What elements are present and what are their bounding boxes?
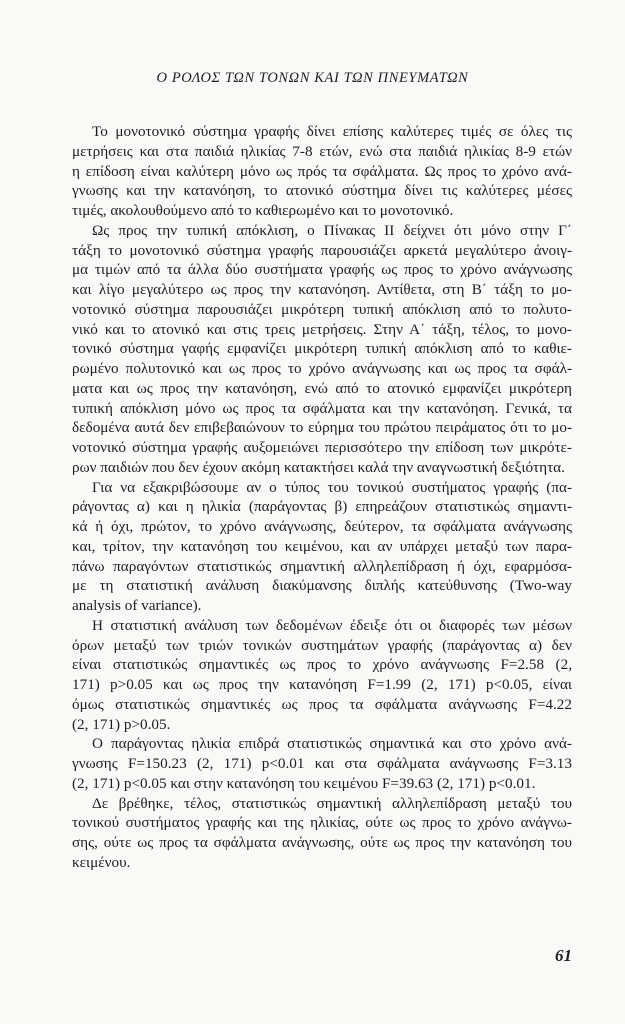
text-line: Για να εξακριβώσουμε αν ο τύπος του τονικού συστήματος γραφής (πα- [92,478,572,496]
text-line: Ο παράγοντας ηλικία επιδρά στατιστικώς σημαντικά και στο χρόνο ανά- [92,735,572,753]
text-line: νοτονικό σύστημα παρουσιάζει μικρότερη τυπική απόκλιση από το πολυτο- [72,300,572,318]
body-text [72,122,572,873]
text-line: όμως στατιστικώς σημαντικές ως προς τα σφάλματα ανάγνωσης F=4.22 [72,695,572,713]
paragraph [72,221,572,478]
text-line: τονικό σύστημα γαφής εμφανίζει μικρότερη τυπική απόκλιση από το καθιε- [72,340,572,358]
text-line: νικό και το ατονικό και στις τρεις μετρήσεις. Στην Α΄ τάξη, τέλος, το μονο- [72,320,572,338]
text-line: τυπική απόκλιση μόνο ως προς τα σφάλματα και την κατανόηση. Γενικά, τα [72,399,572,417]
text-line: (2, 171) p>0.05. [72,715,171,733]
text-line: τιμές, ακολουθούμενο από το καθιερωμένο και το μονοτονικό. [72,202,454,219]
text-line: πάνω παραγόντων στατιστικώς σημαντική αλληλεπίδραση ή όχι, εφαρμόσα- [72,557,572,575]
running-header: Ο ΡΟΛΟΣ ΤΩΝ ΤΟΝΩΝ ΚΑΙ ΤΩΝ ΠΝΕΥΜΑΤΩΝ [156,70,469,86]
text-line: κά ή όχι, πρώτον, το χρόνο ανάγνωσης, δεύτερον, τα σφάλματα ανάγνωσης [72,518,572,535]
text-line: και λίγο μεγαλύτερο ως προς την κατανόηση. Αντίθετα, στη Β΄ τάξη το μο- [72,281,572,298]
text-line: Δε βρέθηκε, τέλος, στατιστικώς σημαντική αλληλεπίδραση μεταξύ του [92,794,572,812]
paragraph [72,734,572,793]
text-line: νοτονικό σύστημα γραφής αυξομειώνει περισσότερο την επίδοση των μικρότε- [72,439,572,456]
text-line: (2, 171) p<0.05 και στην κατανόηση του κειμένου F=39.63 (2, 171) p<0.01. [72,774,536,792]
text-line: δεδομένα αυτά δεν επιβεβαιώνουν το εύρημα του πρώτου πειράματος ότι το μο- [72,419,572,437]
text-line: είναι στατιστικώς σημαντικές ως προς το χρόνο ανάγνωσης F=2.58 (2, [72,656,572,674]
text-line: η επίδοση είναι καλύτερη μόνο ως πρός τα σφάλματα. Ως προς το χρόνο ανά- [72,162,572,180]
page-number: 61 [555,946,572,965]
paragraph [72,794,572,873]
text-line: Το μονοτονικό σύστημα γραφής δίνει επίσης καλύτερες τιμές σε όλες τις [92,123,572,140]
text-line: analysis of variance). [72,597,202,614]
text-line: ρων παιδιών που δεν έχουν ακόμη κατακτήσει καλά την αναγνωστική δεξιότητα. [72,458,565,476]
text-line: τάξη το μονοτονικό σύστημα γραφής παρουσιάζει αρκετά μεγαλύτερο άνοιγ- [72,241,572,259]
text-line: όρων μεταξύ των τριών τονικών συστημάτων γραφής (παράγοντας α) δεν [72,636,572,654]
text-line: μα τιμών από τα άλλα δύο συστήματα γραφής ως προς το χρόνο ανάγνωσης [72,261,572,279]
text-line: Η στατιστική ανάλυση των δεδομένων έδειξε ότι οι διαφορές των μέσων [92,616,572,634]
text-line: ρωμένο πολυτονικό και ως προς το χρόνο ανάγνωσης και ως προς τα σφάλ- [72,360,572,377]
text-line: κειμένου. [72,853,131,871]
text-line: γνωσης F=150.23 (2, 171) p<0.01 και στα σφάλματα ανάγνωσης F=3.13 [72,755,572,772]
text-line: ράγοντας α) και η ηλικία (παράγοντας β) επηρεάζουν στατιστικώς σημαντι- [72,498,572,516]
text-line: γνωσης και την κατανόηση, το ατονικό σύστημα δίνει τις καλύτερες μέσες [72,182,572,200]
paragraph [72,616,572,735]
text-line: Ως προς την τυπική απόκλιση, ο Πίνακας ΙΙ δείχνει ότι μόνο στην Γ΄ [92,221,572,239]
text-line: και, τρίτον, την κατανόηση του κειμένου, και αν υπάρχει μεταξύ των παρα- [72,537,572,555]
paragraph [72,122,572,221]
text-line: ματα και ως προς την κατανόηση, ενώ από το ατονικό εμφανίζει μικρότερη [72,379,572,397]
text-line: 171) p>0.05 και ως προς την κατανόηση F=1.99 (2, 171) p<0.05, είναι [72,676,572,693]
text-line: σης, ούτε ως προς τα σφάλματα ανάγνωσης, ούτε ως προς την κατανόηση του [72,834,572,851]
text-line: τονικού συστήματος γραφής και της ηλικίας, ούτε ως προς το χρόνο ανάγνω- [72,814,572,832]
text-line: με τη στατιστική ανάλυση διακύμανσης διπλής κατεύθυνσης (Two-way [72,577,572,595]
paragraph [72,478,572,616]
text-line: μετρήσεις και στα παιδιά ηλικίας 7-8 ετών, ενώ στα παιδιά ηλικίας 8-9 ετών [72,142,572,160]
